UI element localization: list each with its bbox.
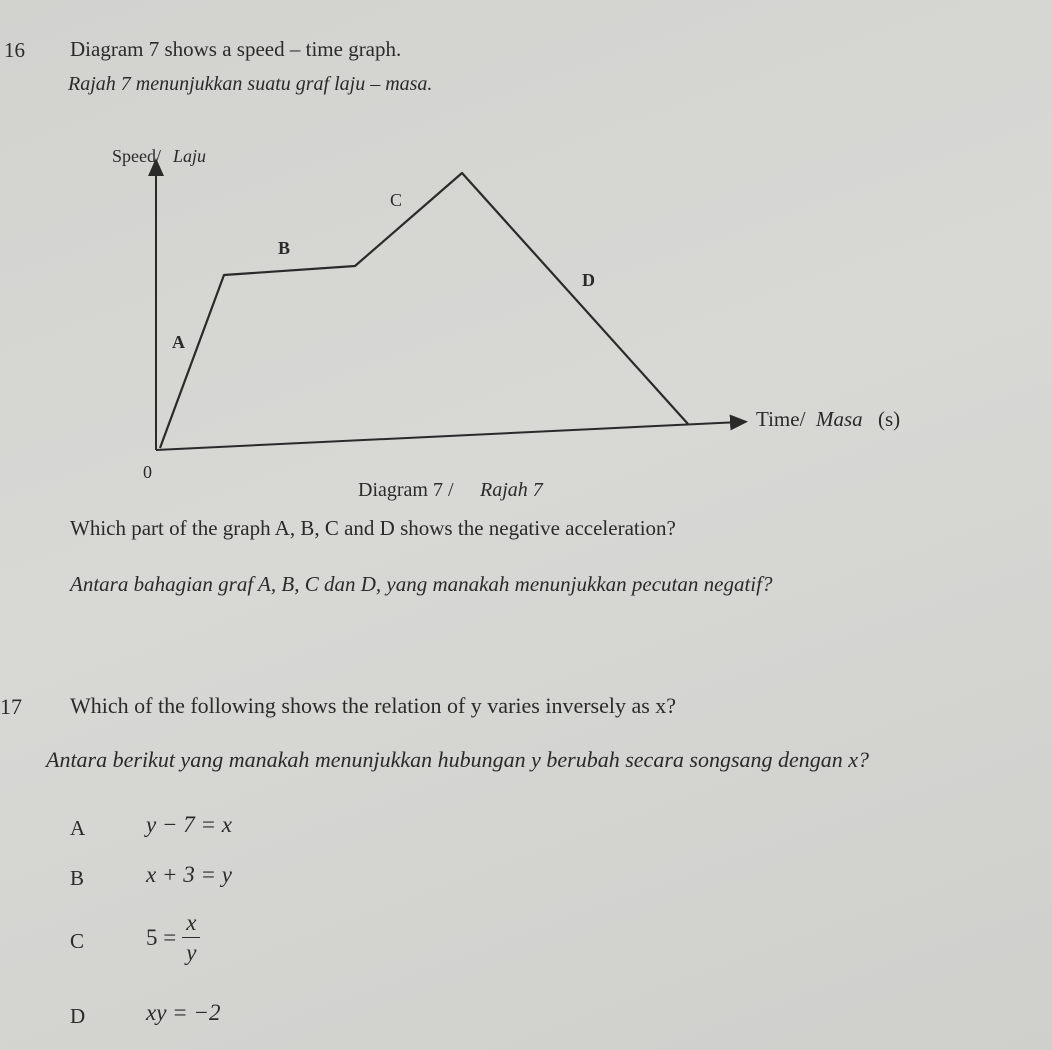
- diagram-caption-my: Rajah 7: [480, 479, 543, 501]
- option-c-lhs: 5 =: [146, 924, 177, 950]
- option-c-denominator: y: [186, 940, 197, 966]
- label-c: C: [390, 190, 403, 210]
- question-16-number: 16: [4, 38, 25, 62]
- x-axis-unit: (s): [878, 407, 901, 431]
- option-c-equation: [146, 910, 200, 966]
- y-axis-label-my: Laju: [173, 146, 207, 166]
- option-b-letter[interactable]: B: [70, 866, 85, 890]
- option-c-numerator: x: [182, 910, 200, 938]
- label-b: B: [278, 238, 291, 258]
- question-16-intro-en: Diagram 7 shows a speed – time graph.: [70, 37, 402, 61]
- question-17-number: 17: [0, 694, 22, 719]
- question-17-en: Which of the following shows the relation of y varies inversely as x?: [70, 693, 677, 718]
- diagram-caption-en: Diagram 7 /: [358, 479, 454, 501]
- question-16-my: Antara bahagian graf A, B, C dan D, yang manakah menunjukkan pecutan negatif?: [70, 572, 773, 596]
- option-a-letter[interactable]: A: [70, 816, 86, 840]
- option-d-equation: xy = −2: [146, 1000, 221, 1025]
- x-axis-label-my: Masa: [816, 407, 863, 431]
- option-a-equation: y − 7 = x: [146, 812, 232, 837]
- x-axis-label-en: Time/: [756, 407, 806, 431]
- origin-label: 0: [143, 462, 152, 482]
- option-b-equation: x + 3 = y: [146, 862, 232, 887]
- speed-line: [160, 173, 688, 448]
- y-axis-label-en: Speed/: [112, 146, 161, 166]
- question-16-intro-my: Rajah 7 menunjukkan suatu graf laju – masa.: [68, 73, 433, 95]
- option-c-fraction: [182, 910, 200, 966]
- question-16-en: Which part of the graph A, B, C and D shows the negative acceleration?: [70, 516, 676, 540]
- option-c-letter[interactable]: C: [70, 929, 85, 953]
- label-a: A: [172, 332, 185, 352]
- question-17-my: Antara berikut yang manakah menunjukkan hubungan y berubah secara songsang dengan x?: [46, 747, 870, 772]
- x-axis: [156, 422, 740, 450]
- label-d: D: [582, 270, 595, 290]
- option-d-letter[interactable]: D: [70, 1004, 86, 1028]
- speed-time-graph: [0, 130, 920, 510]
